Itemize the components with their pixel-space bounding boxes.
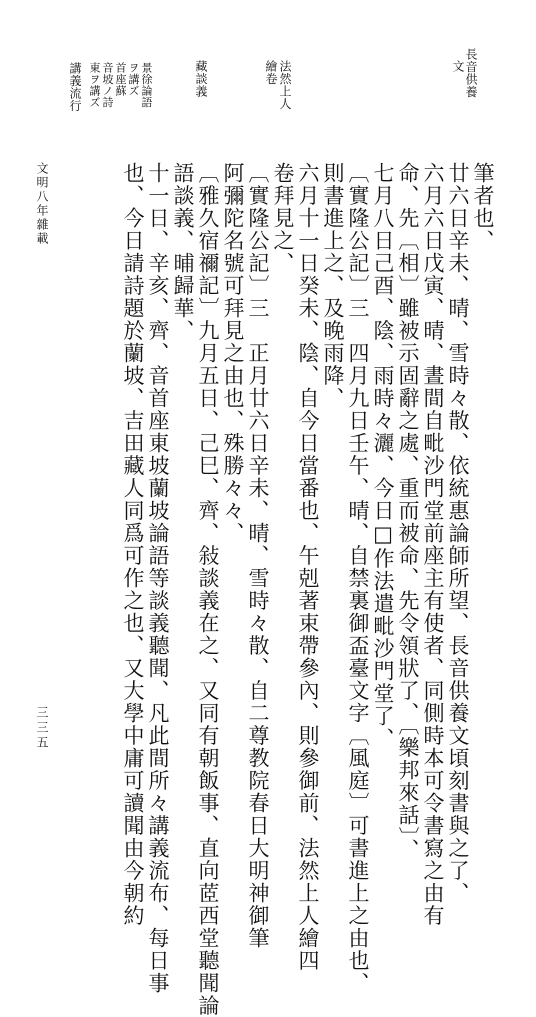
body-line: 〔實隆公記〕三 正月廿六日辛未、晴、雪時々散、自二尊教院春日大明神御筆: [246, 162, 270, 950]
head-note-text: 文: [451, 60, 465, 73]
body-line: 也、今日請詩題於蘭坡、吉田藏人同爲可作之也、又大學中庸可讀聞由今朝約: [121, 162, 145, 927]
head-note-text: 講義流行: [68, 62, 82, 112]
body-line: 廿六日辛未、晴、雪時々散、依統惠論師所望、長音供養文頃刻書與之了、: [446, 162, 470, 905]
page-number: 三三五: [35, 706, 49, 751]
head-note-text: 首座蘇: [114, 62, 127, 97]
running-title: 文明八年雜載: [35, 162, 49, 246]
body-line: 則書進上之、及晚雨降、: [321, 162, 345, 410]
head-note-text: ヲ講ズ: [127, 62, 140, 97]
body-line: 阿彌陀名號可拜見之由也、殊勝々々、: [221, 162, 245, 545]
body-line: 七月八日己酉、陰、雨時々灑、今日□作法遣毗沙門堂了、: [371, 162, 395, 750]
head-note-text: 法然上人: [278, 60, 292, 110]
body-line: 筆者也、: [471, 162, 495, 252]
body-line: 六月十一日癸未、陰、自今日當番也、午剋著束帶參內、則參御前、法然上人繪四: [296, 162, 320, 972]
head-note-text: 音坡ノ詩: [101, 62, 114, 108]
body-line: 語談義、晡歸華、: [171, 162, 195, 342]
body-line: 〔實隆公記〕三 四月九日壬午、晴、自禁裏御盃臺文字〔風庭〕可書進上之由也、: [346, 162, 370, 995]
body-line: 六月六日戊寅、晴、晝間自毗沙門堂前座主有使者、同側時本可令書寫之由有: [421, 162, 445, 927]
head-note-text: 繪卷: [264, 60, 278, 85]
head-note-text: 東ヲ講ズ: [88, 62, 101, 108]
body-line: 卷拜見之、: [271, 162, 295, 275]
body-line: 命、先〔相〕雖被示固辭之處、重而被命、先令領狀了、〔樂邦來話〕、: [396, 162, 420, 861]
head-note-text: 藏談義: [194, 60, 208, 98]
body-line: 十一日、辛亥、齊、音首座東坡蘭坡論語等談義聽聞、凡此間所々講義流布、每日事: [146, 162, 170, 995]
head-note-text: 景徐論語: [140, 62, 153, 108]
head-note-text: 長音供養: [464, 48, 478, 98]
body-line: 〔雅久宿禰記〕九月五日、己巳、齊、敍談義在之、又同有朝飯事、直向茝西堂聽聞論: [196, 162, 220, 1017]
